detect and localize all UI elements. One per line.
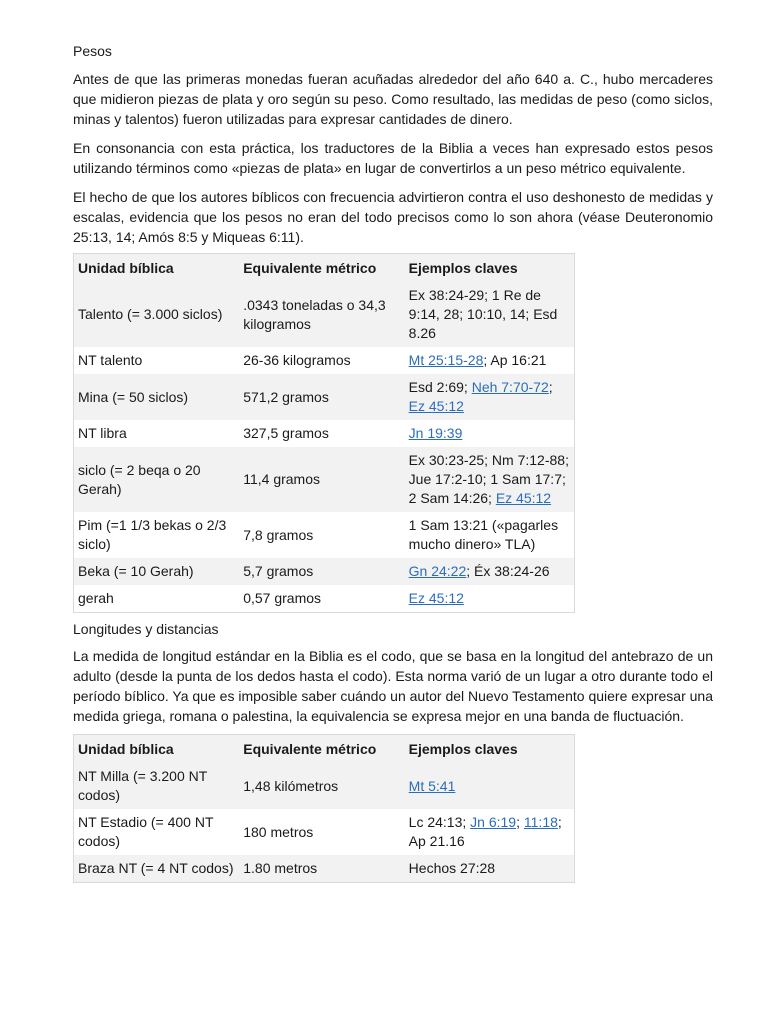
example-text: 1 Sam 13:21 («pagarles mucho dinero» TLA) <box>408 517 559 552</box>
column-header-examples: Ejemplos claves <box>405 254 575 283</box>
table-row <box>74 809 575 855</box>
table-row <box>74 512 575 558</box>
example-text: ; <box>548 379 553 395</box>
scripture-reference-link[interactable]: Mt 5:41 <box>408 777 456 794</box>
metric-cell: 5,7 gramos <box>239 558 404 585</box>
unit-cell: Beka (= 10 Gerah) <box>74 558 240 585</box>
scripture-reference-link[interactable]: Ez 45:12 <box>408 398 464 414</box>
weights-paragraph-3: El hecho de que los autores bíblicos con frecuencia advirtieron contra el uso deshonesto de medidas y escalas, evidencia que los pesos no eran del todo precisos como lo son ahora (véase Deuteronomio 25:13, 14; Amós 8:5 y Miqueas 6:11). <box>73 189 713 245</box>
examples-cell <box>405 447 575 512</box>
column-header-unit: Unidad bíblica <box>74 254 240 283</box>
unit-cell: NT Milla (= 3.200 NT codos) <box>74 763 240 809</box>
unit-cell: Mina (= 50 siclos) <box>74 374 240 420</box>
unit-cell: siclo (= 2 beqa o 20 Gerah) <box>74 447 240 512</box>
example-text: Ex 38:24-29; 1 Re de 9:14, 28; 10:10, 14; Esd 8.26 <box>408 287 558 341</box>
example-text: Esd 2:69; <box>408 379 472 395</box>
scripture-reference-link[interactable]: Mt 25:15-28 <box>408 352 484 368</box>
unit-cell: Braza NT (= 4 NT codos) <box>74 855 240 883</box>
metric-cell: 1,48 kilómetros <box>239 763 404 809</box>
lengths-heading: Longitudes y distancias <box>73 621 219 637</box>
example-text: ; <box>516 814 524 830</box>
unit-cell: NT Estadio (= 400 NT codos) <box>78 814 214 849</box>
weights-paragraph-1: Antes de que las primeras monedas fueran acuñadas alrededor del año 640 a. C., hubo mercaderes que midieron piezas de plata y oro según su peso. Como resultado, las medidas de peso (como siclos, minas y talentos) fueron utilizadas para expresar cantidades de dinero. <box>73 71 713 127</box>
metric-cell: 327,5 gramos <box>243 425 329 441</box>
metric-cell: .0343 toneladas o 34,3 kilogramos <box>239 282 404 347</box>
lengths-table-header-row <box>74 735 575 764</box>
unit-cell: NT talento <box>78 352 143 368</box>
examples-cell <box>405 585 575 613</box>
metric-cell: 571,2 gramos <box>239 374 404 420</box>
examples-cell <box>405 558 575 585</box>
weights-paragraph-2: En consonancia con esta práctica, los traductores de la Biblia a veces han expresado estos pesos utilizando términos como «piezas de plata» en lugar de convertirlos a un peso métrico equivalente. <box>73 140 713 176</box>
metric-cell: 0,57 gramos <box>243 590 322 606</box>
weights-table <box>73 253 575 613</box>
examples-cell <box>405 347 575 374</box>
table-row <box>74 585 575 613</box>
table-row <box>74 282 575 347</box>
examples-cell <box>405 855 575 883</box>
table-row <box>74 558 575 585</box>
examples-cell <box>405 420 575 447</box>
metric-cell: 1.80 metros <box>239 855 404 883</box>
scripture-reference-link[interactable]: Ez 45:12 <box>495 490 552 506</box>
metric-cell: 11,4 gramos <box>239 447 404 512</box>
unit-cell: Talento (= 3.000 siclos) <box>74 282 240 347</box>
column-header-metric: Equivalente métrico <box>239 735 404 764</box>
example-text: Ex 30:23-25; Nm 7:12-88; Jue 17:2-10; 1 Sam 17:7; 2 Sam 14:26; <box>408 452 569 506</box>
column-header-examples: Ejemplos claves <box>405 735 575 764</box>
scripture-reference-link[interactable]: Neh 7:70-72 <box>471 379 549 395</box>
lengths-table <box>73 734 575 883</box>
metric-cell: 26-36 kilogramos <box>243 352 351 368</box>
weights-table-body <box>74 282 575 613</box>
unit-cell: NT libra <box>78 425 127 441</box>
metric-cell: 7,8 gramos <box>243 526 314 543</box>
lengths-paragraph-1: La medida de longitud estándar en la Biblia es el codo, que se basa en la longitud del antebrazo de un adulto (desde la punta de los dedos hasta el codo). Esta norma varió de un lugar a otro durante todo el período bíblico. Ya que es imposible saber cuándo un autor del Nuevo Testamento quiere expresar una medida griega, romana o palestina, la equivalencia se expresa mejor en una banda de fluctuación. <box>73 648 713 724</box>
table-row <box>74 420 575 447</box>
examples-cell <box>405 809 575 855</box>
scripture-reference-link[interactable]: Jn 6:19 <box>470 814 517 830</box>
example-text: ; Ap 16:21 <box>483 352 547 368</box>
examples-cell <box>405 763 575 809</box>
unit-cell: gerah <box>78 590 114 606</box>
metric-cell: 180 metros <box>243 823 314 840</box>
scripture-reference-link[interactable]: Jn 19:39 <box>408 425 463 441</box>
document-page <box>73 41 713 889</box>
table-row <box>74 855 575 883</box>
table-row <box>74 763 575 809</box>
unit-cell: Pim (=1 1/3 bekas o 2/3 siclo) <box>78 517 227 552</box>
table-row <box>74 347 575 374</box>
scripture-reference-link[interactable]: Gn 24:22 <box>408 563 467 579</box>
scripture-reference-link[interactable]: 11:18 <box>523 814 558 830</box>
example-text: Hechos 27:28 <box>408 860 496 876</box>
weights-heading: Pesos <box>73 43 112 59</box>
table-row <box>74 447 575 512</box>
scripture-reference-link[interactable]: Ez 45:12 <box>408 590 464 606</box>
examples-cell <box>405 282 575 347</box>
example-text: ; Ap 21.16 <box>408 814 562 849</box>
examples-cell <box>405 374 575 420</box>
column-header-unit: Unidad bíblica <box>74 735 240 764</box>
examples-cell <box>405 512 575 558</box>
example-text: ; Éx 38:24-26 <box>466 563 550 579</box>
lengths-table-body <box>74 763 575 883</box>
table-row <box>74 374 575 420</box>
example-text: Lc 24:13; <box>408 814 471 830</box>
column-header-metric: Equivalente métrico <box>239 254 404 283</box>
weights-table-header-row <box>74 254 575 283</box>
